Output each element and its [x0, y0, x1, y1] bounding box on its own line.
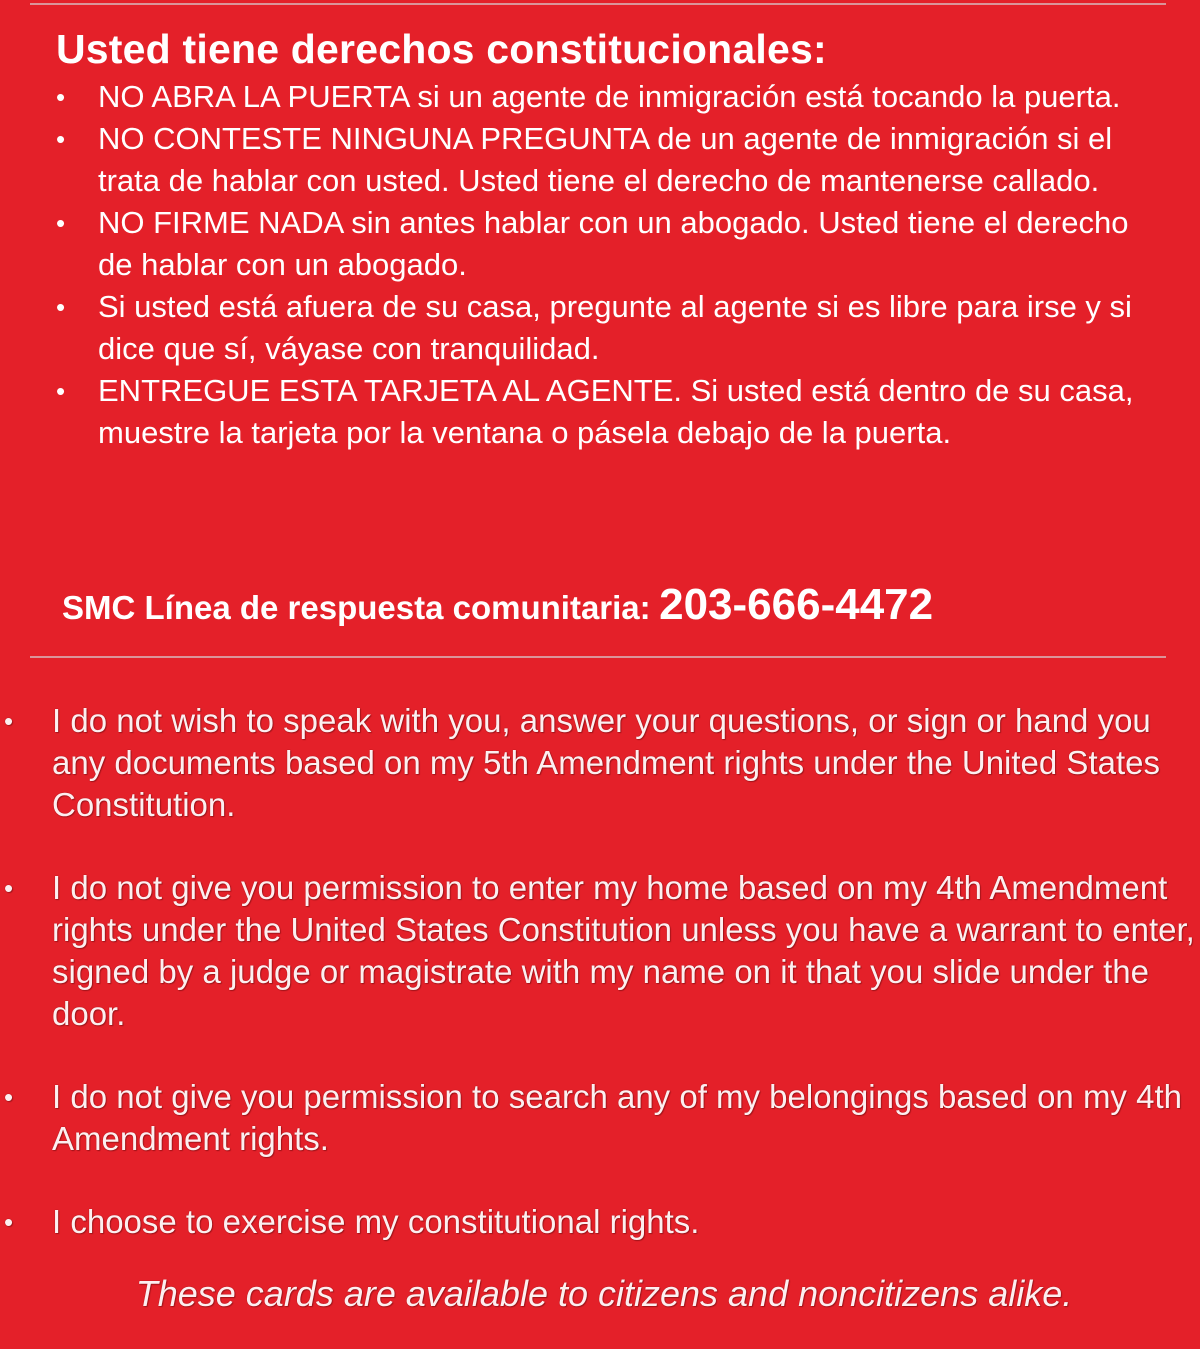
spanish-right-text: ENTREGUE ESTA TARJETA AL AGENTE. Si usted está dentro de su casa, muestre la tarjeta por la ventana o pásela debajo de la puerta.	[98, 373, 1134, 450]
top-divider	[30, 3, 1166, 5]
spanish-right-text: NO ABRA LA PUERTA si un agente de inmigración está tocando la puerta.	[98, 79, 1121, 114]
english-rights-list	[0, 700, 1200, 1243]
english-right-text: I do not wish to speak with you, answer your questions, or sign or hand you any documents based on my 5th Amendment rights under the United States Constitution.	[52, 702, 1160, 823]
bullet-icon: •	[56, 82, 66, 112]
spanish-right-item	[56, 76, 1166, 118]
english-right-item	[0, 1076, 1200, 1160]
english-right-text: I do not give you permission to enter my home based on my 4th Amendment rights under the United States Constitution unless you have a warrant to enter, signed by a judge or magistrate with my name on it that you slide under the door.	[52, 869, 1195, 1032]
spanish-rights-list	[56, 76, 1166, 454]
bullet-icon: •	[56, 124, 66, 154]
english-right-text: I choose to exercise my constitutional rights.	[52, 1203, 700, 1240]
spanish-right-item	[56, 202, 1166, 286]
english-right-text: I do not give you permission to search any of my belongings based on my 4th Amendment rights.	[52, 1078, 1182, 1157]
community-hotline	[62, 580, 1162, 630]
bullet-icon: •	[56, 208, 66, 238]
bullet-icon: •	[4, 1207, 14, 1237]
spanish-rights-section	[56, 24, 1166, 454]
spanish-right-text: Si usted está afuera de su casa, pregunte al agente si es libre para irse y si dice que sí, váyase con tranquilidad.	[98, 289, 1132, 366]
bullet-icon: •	[56, 292, 66, 322]
spanish-right-text: NO FIRME NADA sin antes hablar con un abogado. Usted tiene el derecho de hablar con un abogado.	[98, 205, 1129, 282]
english-right-item	[0, 700, 1200, 826]
bullet-icon: •	[56, 376, 66, 406]
bullet-icon: •	[4, 873, 14, 903]
bullet-icon: •	[4, 1082, 14, 1112]
english-rights-section	[0, 700, 1200, 1243]
spanish-right-text: NO CONTESTE NINGUNA PREGUNTA de un agente de inmigración si el trata de hablar con usted. Usted tiene el derecho de mantenerse callado.	[98, 121, 1113, 198]
hotline-number: 203-666-4472	[659, 580, 934, 629]
spanish-right-item	[56, 286, 1166, 370]
card-availability-note: These cards are available to citizens and noncitizens alike.	[135, 1273, 1073, 1314]
bullet-icon: •	[4, 706, 14, 736]
spanish-right-item	[56, 370, 1166, 454]
english-right-item	[0, 867, 1200, 1035]
spanish-right-item	[56, 118, 1166, 202]
hotline-label: SMC Línea de respuesta comunitaria:	[62, 589, 651, 626]
middle-divider	[30, 656, 1166, 658]
spanish-title: Usted tiene derechos constitucionales:	[56, 26, 827, 72]
english-right-item	[0, 1201, 1200, 1243]
